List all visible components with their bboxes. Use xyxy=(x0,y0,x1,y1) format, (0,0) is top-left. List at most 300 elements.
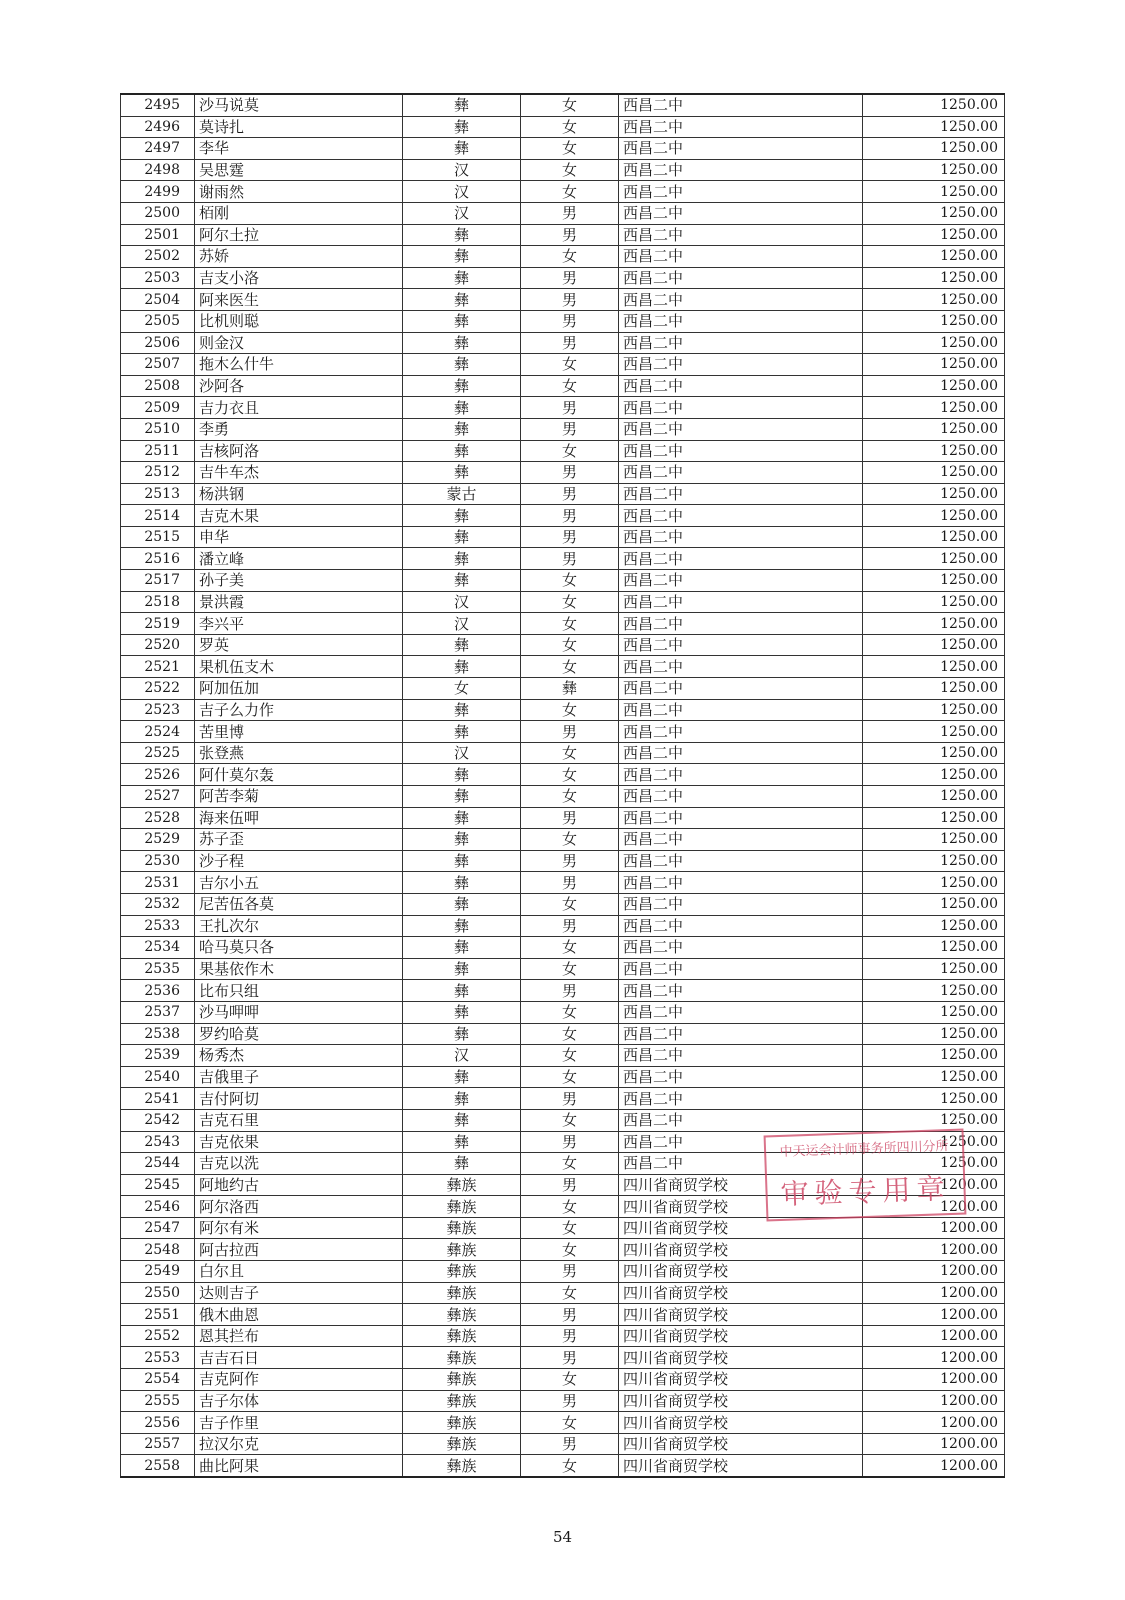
school-cell: 西昌二中 xyxy=(619,181,863,203)
name-cell: 李勇 xyxy=(195,418,403,440)
table-row xyxy=(121,893,1005,915)
school-cell: 四川省商贸学校 xyxy=(619,1455,863,1477)
name-cell: 吉子尔体 xyxy=(195,1390,403,1412)
name-cell: 吉俄里子 xyxy=(195,1066,403,1088)
ethnicity-cell: 汉 xyxy=(403,613,521,635)
ethnicity-cell: 彝 xyxy=(403,829,521,851)
school-cell: 西昌二中 xyxy=(619,570,863,592)
ethnicity-cell: 彝 xyxy=(403,850,521,872)
amount-cell: 1250.00 xyxy=(863,1066,1005,1088)
amount-cell: 1250.00 xyxy=(863,289,1005,311)
amount-cell: 1250.00 xyxy=(863,1088,1005,1110)
amount-cell: 1200.00 xyxy=(863,1282,1005,1304)
ethnicity-cell: 汉 xyxy=(403,181,521,203)
name-cell: 拖木么什牛 xyxy=(195,354,403,376)
gender-cell: 女 xyxy=(521,246,619,268)
row-number-cell: 2520 xyxy=(121,634,195,656)
table-row xyxy=(121,872,1005,894)
school-cell: 西昌二中 xyxy=(619,893,863,915)
school-cell: 四川省商贸学校 xyxy=(619,1325,863,1347)
school-cell: 西昌二中 xyxy=(619,375,863,397)
school-cell: 四川省商贸学校 xyxy=(619,1217,863,1239)
school-cell: 西昌二中 xyxy=(619,829,863,851)
gender-cell: 男 xyxy=(521,1390,619,1412)
ethnicity-cell: 彝 xyxy=(403,721,521,743)
name-cell: 沙马说莫 xyxy=(195,94,403,116)
row-number-cell: 2506 xyxy=(121,332,195,354)
row-number-cell: 2525 xyxy=(121,742,195,764)
amount-cell: 1250.00 xyxy=(863,224,1005,246)
official-seal-stamp xyxy=(764,1129,967,1222)
amount-cell: 1200.00 xyxy=(863,1325,1005,1347)
row-number-cell: 2532 xyxy=(121,893,195,915)
table-body xyxy=(121,94,1005,1477)
name-cell: 吉尔小五 xyxy=(195,872,403,894)
table-row xyxy=(121,1217,1005,1239)
amount-cell: 1250.00 xyxy=(863,354,1005,376)
gender-cell: 男 xyxy=(521,548,619,570)
row-number-cell: 2536 xyxy=(121,980,195,1002)
table-row xyxy=(121,1433,1005,1455)
row-number-cell: 2504 xyxy=(121,289,195,311)
row-number-cell: 2515 xyxy=(121,526,195,548)
amount-cell: 1250.00 xyxy=(863,1023,1005,1045)
ethnicity-cell: 汉 xyxy=(403,591,521,613)
amount-cell: 1250.00 xyxy=(863,526,1005,548)
gender-cell: 女 xyxy=(521,1412,619,1434)
gender-cell: 女 xyxy=(521,937,619,959)
amount-cell: 1200.00 xyxy=(863,1304,1005,1326)
table-row xyxy=(121,1261,1005,1283)
school-cell: 西昌二中 xyxy=(619,634,863,656)
name-cell: 杨秀杰 xyxy=(195,1045,403,1067)
gender-cell: 男 xyxy=(521,1325,619,1347)
name-cell: 吴思霆 xyxy=(195,159,403,181)
row-number-cell: 2503 xyxy=(121,267,195,289)
table-row xyxy=(121,656,1005,678)
school-cell: 西昌二中 xyxy=(619,1001,863,1023)
amount-cell: 1200.00 xyxy=(863,1455,1005,1477)
gender-cell: 女 xyxy=(521,958,619,980)
school-cell: 西昌二中 xyxy=(619,613,863,635)
row-number-cell: 2502 xyxy=(121,246,195,268)
amount-cell: 1200.00 xyxy=(863,1347,1005,1369)
table-row xyxy=(121,786,1005,808)
school-cell: 西昌二中 xyxy=(619,1066,863,1088)
amount-cell: 1250.00 xyxy=(863,94,1005,116)
amount-cell: 1250.00 xyxy=(863,980,1005,1002)
row-number-cell: 2553 xyxy=(121,1347,195,1369)
gender-cell: 女 xyxy=(521,159,619,181)
table-row xyxy=(121,310,1005,332)
amount-cell: 1250.00 xyxy=(863,742,1005,764)
table-row xyxy=(121,267,1005,289)
table-row xyxy=(121,440,1005,462)
gender-cell: 男 xyxy=(521,1433,619,1455)
gender-cell: 男 xyxy=(521,850,619,872)
table-row xyxy=(121,526,1005,548)
table-row xyxy=(121,1088,1005,1110)
school-cell: 西昌二中 xyxy=(619,289,863,311)
name-cell: 申华 xyxy=(195,526,403,548)
gender-cell: 男 xyxy=(521,807,619,829)
amount-cell: 1250.00 xyxy=(863,440,1005,462)
gender-cell: 男 xyxy=(521,980,619,1002)
row-number-cell: 2523 xyxy=(121,699,195,721)
page-number: 54 xyxy=(552,1528,573,1546)
amount-cell: 1250.00 xyxy=(863,872,1005,894)
row-number-cell: 2528 xyxy=(121,807,195,829)
gender-cell: 男 xyxy=(521,1261,619,1283)
stamp-title-text: 审验专用章 xyxy=(780,1172,952,1211)
school-cell: 西昌二中 xyxy=(619,764,863,786)
name-cell: 吉子作里 xyxy=(195,1412,403,1434)
amount-cell: 1200.00 xyxy=(863,1261,1005,1283)
ethnicity-cell: 汉 xyxy=(403,1045,521,1067)
gender-cell: 女 xyxy=(521,1369,619,1391)
ethnicity-cell: 彝 xyxy=(403,958,521,980)
gender-cell: 男 xyxy=(521,505,619,527)
row-number-cell: 2522 xyxy=(121,678,195,700)
table-row xyxy=(121,1066,1005,1088)
ethnicity-cell: 彝 xyxy=(403,246,521,268)
gender-cell: 男 xyxy=(521,526,619,548)
gender-cell: 女 xyxy=(521,1023,619,1045)
amount-cell: 1200.00 xyxy=(863,1174,1005,1196)
gender-cell: 女 xyxy=(521,94,619,116)
gender-cell: 女 xyxy=(521,1217,619,1239)
school-cell: 西昌二中 xyxy=(619,267,863,289)
amount-cell: 1200.00 xyxy=(863,1433,1005,1455)
amount-cell: 1250.00 xyxy=(863,613,1005,635)
row-number-cell: 2539 xyxy=(121,1045,195,1067)
row-number-cell: 2549 xyxy=(121,1261,195,1283)
name-cell: 阿尔洛西 xyxy=(195,1196,403,1218)
gender-cell: 女 xyxy=(521,1455,619,1477)
row-number-cell: 2529 xyxy=(121,829,195,851)
name-cell: 吉支小洛 xyxy=(195,267,403,289)
name-cell: 阿苦李菊 xyxy=(195,786,403,808)
row-number-cell: 2497 xyxy=(121,138,195,160)
table-row xyxy=(121,202,1005,224)
gender-cell: 女 xyxy=(521,138,619,160)
ethnicity-cell: 彝 xyxy=(403,526,521,548)
name-cell: 比机则聪 xyxy=(195,310,403,332)
table-row xyxy=(121,483,1005,505)
ethnicity-cell: 彝 xyxy=(403,915,521,937)
school-cell: 西昌二中 xyxy=(619,656,863,678)
gender-cell: 男 xyxy=(521,483,619,505)
school-cell: 四川省商贸学校 xyxy=(619,1196,863,1218)
row-number-cell: 2526 xyxy=(121,764,195,786)
table-row xyxy=(121,570,1005,592)
ethnicity-cell: 彝 xyxy=(403,332,521,354)
row-number-cell: 2543 xyxy=(121,1131,195,1153)
name-cell: 苦里博 xyxy=(195,721,403,743)
school-cell: 西昌二中 xyxy=(619,958,863,980)
school-cell: 四川省商贸学校 xyxy=(619,1369,863,1391)
name-cell: 沙马呷呷 xyxy=(195,1001,403,1023)
row-number-cell: 2521 xyxy=(121,656,195,678)
name-cell: 则金汉 xyxy=(195,332,403,354)
table-row xyxy=(121,138,1005,160)
row-number-cell: 2499 xyxy=(121,181,195,203)
school-cell: 西昌二中 xyxy=(619,742,863,764)
amount-cell: 1250.00 xyxy=(863,159,1005,181)
ethnicity-cell: 彝族 xyxy=(403,1304,521,1326)
name-cell: 苏娇 xyxy=(195,246,403,268)
table-row xyxy=(121,1369,1005,1391)
ethnicity-cell: 彝 xyxy=(403,807,521,829)
school-cell: 西昌二中 xyxy=(619,1088,863,1110)
school-cell: 西昌二中 xyxy=(619,354,863,376)
row-number-cell: 2558 xyxy=(121,1455,195,1477)
row-number-cell: 2534 xyxy=(121,937,195,959)
school-cell: 西昌二中 xyxy=(619,116,863,138)
ethnicity-cell: 彝 xyxy=(403,289,521,311)
name-cell: 吉克依果 xyxy=(195,1131,403,1153)
name-cell: 达则吉子 xyxy=(195,1282,403,1304)
school-cell: 西昌二中 xyxy=(619,138,863,160)
row-number-cell: 2540 xyxy=(121,1066,195,1088)
table-row xyxy=(121,1001,1005,1023)
school-cell: 四川省商贸学校 xyxy=(619,1412,863,1434)
amount-cell: 1250.00 xyxy=(863,310,1005,332)
table-row xyxy=(121,94,1005,116)
table-row xyxy=(121,1412,1005,1434)
ethnicity-cell: 彝 xyxy=(403,1088,521,1110)
amount-cell: 1250.00 xyxy=(863,807,1005,829)
gender-cell: 女 xyxy=(521,613,619,635)
amount-cell: 1250.00 xyxy=(863,483,1005,505)
school-cell: 西昌二中 xyxy=(619,483,863,505)
name-cell: 吉吉石日 xyxy=(195,1347,403,1369)
school-cell: 西昌二中 xyxy=(619,440,863,462)
gender-cell: 女 xyxy=(521,591,619,613)
student-subsidy-table xyxy=(120,93,1005,1478)
table-row xyxy=(121,850,1005,872)
row-number-cell: 2508 xyxy=(121,375,195,397)
table-row xyxy=(121,548,1005,570)
data-table-container xyxy=(120,93,1004,1478)
ethnicity-cell: 彝 xyxy=(403,1001,521,1023)
gender-cell: 男 xyxy=(521,1347,619,1369)
school-cell: 西昌二中 xyxy=(619,699,863,721)
table-row xyxy=(121,958,1005,980)
school-cell: 西昌二中 xyxy=(619,807,863,829)
ethnicity-cell: 彝族 xyxy=(403,1282,521,1304)
table-row xyxy=(121,1109,1005,1131)
amount-cell: 1250.00 xyxy=(863,699,1005,721)
amount-cell: 1250.00 xyxy=(863,246,1005,268)
amount-cell: 1250.00 xyxy=(863,591,1005,613)
row-number-cell: 2495 xyxy=(121,94,195,116)
ethnicity-cell: 汉 xyxy=(403,159,521,181)
gender-cell: 女 xyxy=(521,116,619,138)
gender-cell: 女 xyxy=(521,699,619,721)
ethnicity-cell: 彝 xyxy=(403,267,521,289)
gender-cell: 女 xyxy=(521,764,619,786)
ethnicity-cell: 彝族 xyxy=(403,1347,521,1369)
gender-cell: 男 xyxy=(521,224,619,246)
school-cell: 西昌二中 xyxy=(619,678,863,700)
table-row xyxy=(121,246,1005,268)
row-number-cell: 2538 xyxy=(121,1023,195,1045)
ethnicity-cell: 彝 xyxy=(403,418,521,440)
name-cell: 白尔且 xyxy=(195,1261,403,1283)
amount-cell: 1200.00 xyxy=(863,1239,1005,1261)
stamp-org-text: 中天运会计师事务所四川分所 xyxy=(779,1139,949,1160)
amount-cell: 1250.00 xyxy=(863,397,1005,419)
row-number-cell: 2519 xyxy=(121,613,195,635)
table-row xyxy=(121,1045,1005,1067)
school-cell: 西昌二中 xyxy=(619,548,863,570)
row-number-cell: 2547 xyxy=(121,1217,195,1239)
row-number-cell: 2545 xyxy=(121,1174,195,1196)
row-number-cell: 2552 xyxy=(121,1325,195,1347)
gender-cell: 男 xyxy=(521,721,619,743)
name-cell: 曲比阿果 xyxy=(195,1455,403,1477)
amount-cell: 1250.00 xyxy=(863,656,1005,678)
name-cell: 王扎次尔 xyxy=(195,915,403,937)
row-number-cell: 2498 xyxy=(121,159,195,181)
name-cell: 谢雨然 xyxy=(195,181,403,203)
school-cell: 西昌二中 xyxy=(619,526,863,548)
ethnicity-cell: 汉 xyxy=(403,202,521,224)
amount-cell: 1250.00 xyxy=(863,1045,1005,1067)
amount-cell: 1250.00 xyxy=(863,332,1005,354)
ethnicity-cell: 彝 xyxy=(403,786,521,808)
name-cell: 阿尔有米 xyxy=(195,1217,403,1239)
gender-cell: 女 xyxy=(521,1066,619,1088)
table-row xyxy=(121,721,1005,743)
row-number-cell: 2556 xyxy=(121,1412,195,1434)
gender-cell: 女 xyxy=(521,893,619,915)
amount-cell: 1250.00 xyxy=(863,202,1005,224)
school-cell: 西昌二中 xyxy=(619,397,863,419)
school-cell: 西昌二中 xyxy=(619,224,863,246)
gender-cell: 女 xyxy=(521,786,619,808)
table-row xyxy=(121,332,1005,354)
table-row xyxy=(121,397,1005,419)
amount-cell: 1250.00 xyxy=(863,764,1005,786)
row-number-cell: 2544 xyxy=(121,1153,195,1175)
table-row xyxy=(121,418,1005,440)
name-cell: 沙子程 xyxy=(195,850,403,872)
ethnicity-cell: 彝 xyxy=(403,354,521,376)
ethnicity-cell: 彝 xyxy=(403,1023,521,1045)
amount-cell: 1250.00 xyxy=(863,1109,1005,1131)
ethnicity-cell: 彝 xyxy=(403,570,521,592)
amount-cell: 1250.00 xyxy=(863,786,1005,808)
ethnicity-cell: 彝 xyxy=(403,1066,521,1088)
name-cell: 张登燕 xyxy=(195,742,403,764)
ethnicity-cell: 彝族 xyxy=(403,1369,521,1391)
name-cell: 吉子么力作 xyxy=(195,699,403,721)
row-number-cell: 2557 xyxy=(121,1433,195,1455)
name-cell: 俄木曲恩 xyxy=(195,1304,403,1326)
school-cell: 四川省商贸学校 xyxy=(619,1261,863,1283)
name-cell: 阿来医生 xyxy=(195,289,403,311)
amount-cell: 1250.00 xyxy=(863,116,1005,138)
name-cell: 阿地约古 xyxy=(195,1174,403,1196)
amount-cell: 1250.00 xyxy=(863,267,1005,289)
table-row xyxy=(121,678,1005,700)
gender-cell: 女 xyxy=(521,1239,619,1261)
table-row xyxy=(121,764,1005,786)
school-cell: 西昌二中 xyxy=(619,786,863,808)
table-row xyxy=(121,1455,1005,1477)
school-cell: 西昌二中 xyxy=(619,505,863,527)
school-cell: 西昌二中 xyxy=(619,310,863,332)
amount-cell: 1200.00 xyxy=(863,1217,1005,1239)
row-number-cell: 2527 xyxy=(121,786,195,808)
amount-cell: 1250.00 xyxy=(863,1001,1005,1023)
school-cell: 西昌二中 xyxy=(619,1109,863,1131)
row-number-cell: 2530 xyxy=(121,850,195,872)
row-number-cell: 2531 xyxy=(121,872,195,894)
table-row xyxy=(121,1347,1005,1369)
name-cell: 吉力衣且 xyxy=(195,397,403,419)
row-number-cell: 2533 xyxy=(121,915,195,937)
ethnicity-cell: 彝 xyxy=(403,1109,521,1131)
table-row xyxy=(121,181,1005,203)
table-row xyxy=(121,375,1005,397)
ethnicity-cell: 彝 xyxy=(403,548,521,570)
school-cell: 西昌二中 xyxy=(619,1023,863,1045)
gender-cell: 女 xyxy=(521,1045,619,1067)
ethnicity-cell: 彝 xyxy=(403,94,521,116)
name-cell: 吉克木果 xyxy=(195,505,403,527)
row-number-cell: 2500 xyxy=(121,202,195,224)
amount-cell: 1200.00 xyxy=(863,1196,1005,1218)
amount-cell: 1250.00 xyxy=(863,915,1005,937)
row-number-cell: 2551 xyxy=(121,1304,195,1326)
table-row xyxy=(121,505,1005,527)
gender-cell: 女 xyxy=(521,375,619,397)
gender-cell: 男 xyxy=(521,289,619,311)
ethnicity-cell: 彝 xyxy=(403,440,521,462)
name-cell: 阿什莫尔轰 xyxy=(195,764,403,786)
name-cell: 果基依作木 xyxy=(195,958,403,980)
name-cell: 尼苦伍各莫 xyxy=(195,893,403,915)
row-number-cell: 2546 xyxy=(121,1196,195,1218)
gender-cell: 男 xyxy=(521,332,619,354)
row-number-cell: 2554 xyxy=(121,1369,195,1391)
name-cell: 吉克石里 xyxy=(195,1109,403,1131)
row-number-cell: 2505 xyxy=(121,310,195,332)
row-number-cell: 2509 xyxy=(121,397,195,419)
row-number-cell: 2511 xyxy=(121,440,195,462)
amount-cell: 1250.00 xyxy=(863,829,1005,851)
amount-cell: 1250.00 xyxy=(863,548,1005,570)
row-number-cell: 2501 xyxy=(121,224,195,246)
table-row xyxy=(121,1304,1005,1326)
ethnicity-cell: 彝 xyxy=(403,505,521,527)
amount-cell: 1200.00 xyxy=(863,1390,1005,1412)
ethnicity-cell: 彝 xyxy=(403,462,521,484)
amount-cell: 1250.00 xyxy=(863,893,1005,915)
school-cell: 西昌二中 xyxy=(619,915,863,937)
gender-cell: 女 xyxy=(521,1196,619,1218)
ethnicity-cell: 彝族 xyxy=(403,1433,521,1455)
name-cell: 李兴平 xyxy=(195,613,403,635)
table-row xyxy=(121,1325,1005,1347)
gender-cell: 男 xyxy=(521,1088,619,1110)
ethnicity-cell: 彝 xyxy=(403,224,521,246)
name-cell: 吉克以洗 xyxy=(195,1153,403,1175)
table-row xyxy=(121,1023,1005,1045)
